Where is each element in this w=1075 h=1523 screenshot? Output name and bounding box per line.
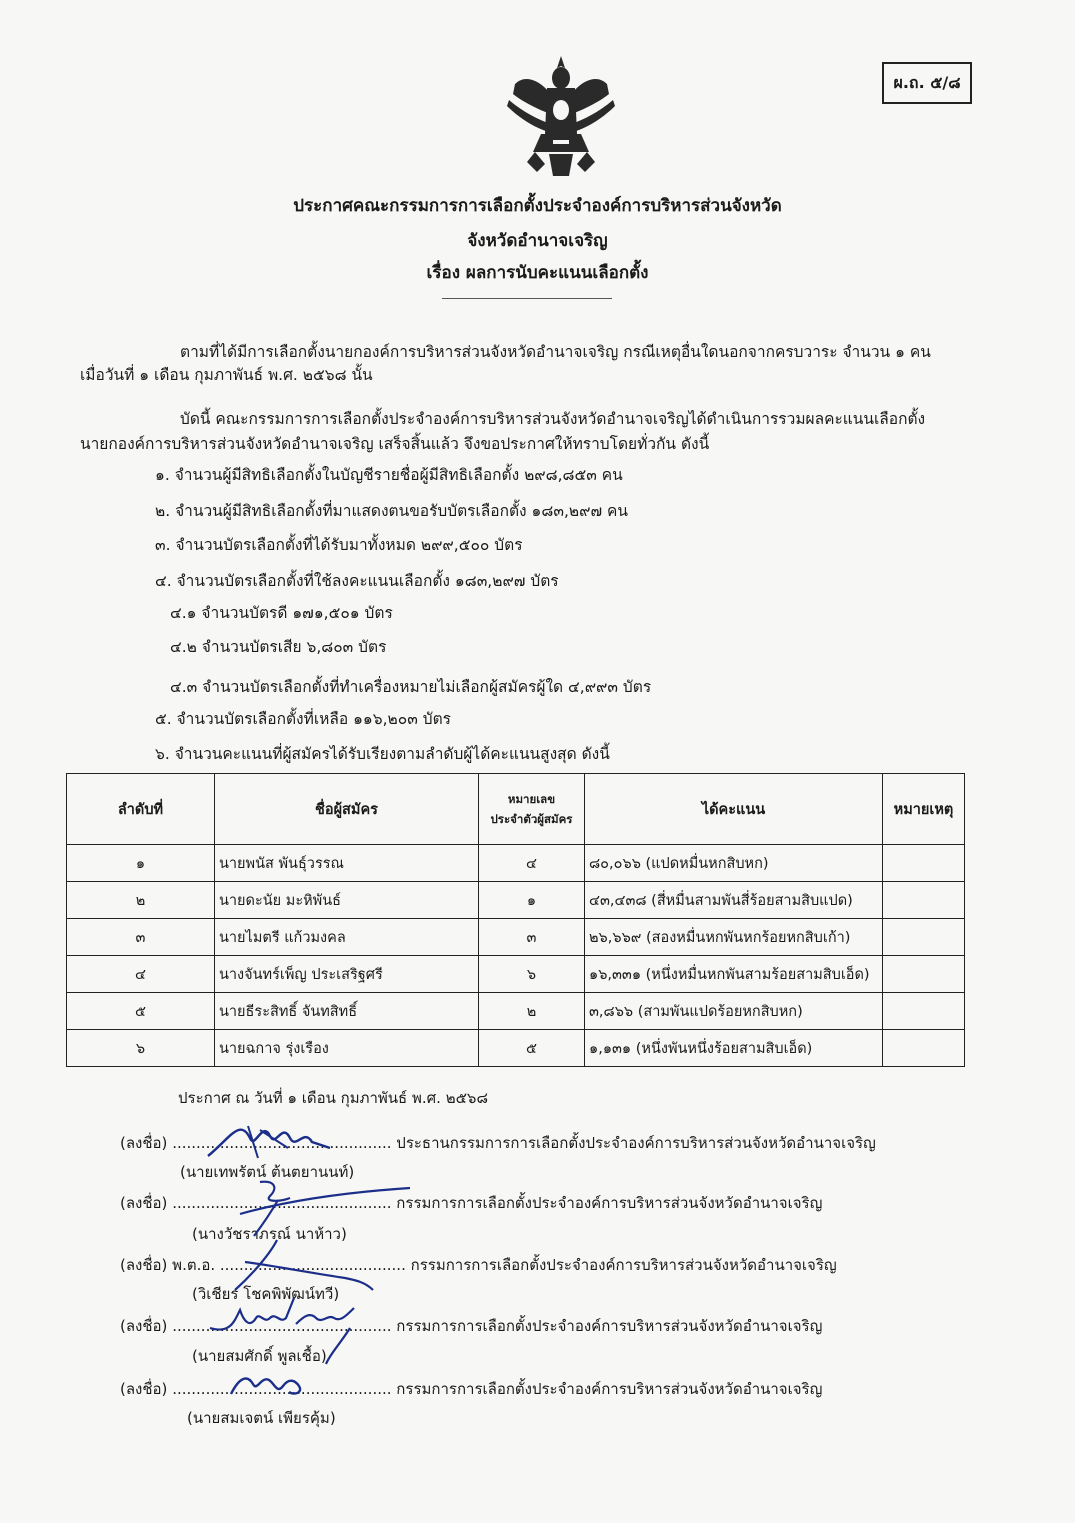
cell-number: ๔: [479, 845, 585, 882]
sign-role: กรรมการการเลือกตั้งประจำองค์การบริหารส่วนจังหวัดอำนาจเจริญ: [405, 1256, 837, 1274]
heading-subject: เรื่อง ผลการนับคะแนนเลือกตั้ง: [426, 263, 649, 283]
paragraph1-line1: ตามที่ได้มีการเลือกตั้งนายกองค์การบริหารส่วนจังหวัดอำนาจเจริญ กรณีเหตุอื่นใดนอกจากครบวาระ จำนวน ๑ คน: [180, 343, 931, 361]
cell-number: ๑: [479, 882, 585, 919]
cell-number: ๒: [479, 993, 585, 1030]
header-score: ได้คะแนน: [585, 774, 883, 845]
sign-role: ประธานกรรมการการเลือกตั้งประจำองค์การบริหารส่วนจังหวัดอำนาจเจริญ: [391, 1134, 876, 1152]
cell-note: [883, 919, 965, 956]
form-code-box: ผ.ถ. ๕/๘: [882, 62, 972, 104]
item-2: ๒. จำนวนผู้มีสิทธิเลือกตั้งที่มาแสดงตนขอรับบัตรเลือกตั้ง ๑๘๓,๒๙๗ คน: [155, 502, 628, 520]
header-number-line1: หมายเลข: [507, 792, 556, 806]
item-5: ๕. จำนวนบัตรเลือกตั้งที่เหลือ ๑๑๖,๒๐๓ บัตร: [155, 710, 451, 728]
cell-name: นายพนัส พันธุ์วรรณ: [215, 845, 479, 882]
heading-line2: จังหวัดอำนาจเจริญ: [467, 231, 608, 251]
item-4: ๔. จำนวนบัตรเลือกตั้งที่ใช้ลงคะแนนเลือกตั้ง ๑๘๓,๒๙๗ บัตร: [155, 572, 559, 590]
cell-number: ๕: [479, 1030, 585, 1067]
sign-role: กรรมการการเลือกตั้งประจำองค์การบริหารส่วนจังหวัดอำนาจเจริญ: [391, 1317, 823, 1335]
cell-note: [883, 993, 965, 1030]
sign-dots: ..............................................: [172, 1134, 392, 1152]
cell-score: ๓,๘๖๖ (สามพันแปดร้อยหกสิบหก): [585, 993, 883, 1030]
signature-2-icon: [220, 1170, 420, 1240]
header-number-line2: ประจำตัวผู้สมัคร: [490, 812, 573, 826]
cell-note: [883, 1030, 965, 1067]
signatory-4-name: (นายสมศักดิ์ พูลเชื้อ): [192, 1347, 327, 1365]
cell-name: นายธีระสิทธิ์ จันทสิทธิ์: [215, 993, 479, 1030]
garuda-emblem-icon: [505, 54, 617, 178]
cell-score: ๑,๑๓๑ (หนึ่งพันหนึ่งร้อยสามสิบเอ็ด): [585, 1030, 883, 1067]
paragraph2-line2: นายกองค์การบริหารส่วนจังหวัดอำนาจเจริญ เสร็จสิ้นแล้ว จึงขอประกาศให้ทราบโดยทั่วกัน ดังนี้: [80, 435, 710, 453]
signatory-1-name: (นายเทพรัตน์ ต้นตยานนท์): [180, 1163, 355, 1181]
cell-score: ๔๓,๔๓๘ (สี่หมื่นสามพันสี่ร้อยสามสิบแปด): [585, 882, 883, 919]
item-4-3: ๔.๓ จำนวนบัตรเลือกตั้งที่ทำเครื่องหมายไม่เลือกผู้สมัครผู้ใด ๔,๙๙๓ บัตร: [170, 678, 652, 696]
header-note: หมายเหตุ: [883, 774, 965, 845]
sign-prefix: (ลงชื่อ): [120, 1194, 173, 1212]
sign-prefix: (ลงชื่อ): [120, 1134, 173, 1152]
cell-number: ๖: [479, 956, 585, 993]
sign-role: กรรมการการเลือกตั้งประจำองค์การบริหารส่วนจังหวัดอำนาจเจริญ: [391, 1380, 823, 1398]
signature-5-icon: [225, 1364, 315, 1404]
table-row: [67, 882, 965, 919]
sign-prefix: (ลงชื่อ) พ.ต.อ.: [120, 1256, 220, 1274]
paragraph1-line2: เมื่อวันที่ ๑ เดือน กุมภาพันธ์ พ.ศ. ๒๕๖๘ นั้น: [80, 366, 373, 384]
table-row: [67, 845, 965, 882]
table-header-row: [67, 774, 965, 845]
cell-name: นายฉกาจ รุ่งเรือง: [215, 1030, 479, 1067]
cell-rank: ๑: [67, 845, 215, 882]
cell-note: [883, 845, 965, 882]
table-row: [67, 919, 965, 956]
sign-dots: .......................................: [219, 1256, 406, 1274]
item-3: ๓. จำนวนบัตรเลือกตั้งที่ได้รับมาทั้งหมด ๒๙๙,๕๐๐ บัตร: [155, 536, 523, 554]
sign-dots: ..............................................: [172, 1317, 392, 1335]
cell-rank: ๕: [67, 993, 215, 1030]
signatory-5-name: (นายสมเจตน์ เพียรคุ้ม): [187, 1409, 336, 1427]
signature-1-icon: [200, 1108, 340, 1168]
sign-role: กรรมการการเลือกตั้งประจำองค์การบริหารส่วนจังหวัดอำนาจเจริญ: [391, 1194, 823, 1212]
header-rank: ลำดับที่: [67, 774, 215, 845]
table-row: [67, 993, 965, 1030]
sign-prefix: (ลงชื่อ): [120, 1380, 173, 1398]
results-table: [66, 773, 965, 1067]
cell-name: นางจันทร์เพ็ญ ประเสริฐศรี: [215, 956, 479, 993]
cell-rank: ๔: [67, 956, 215, 993]
sign-prefix: (ลงชื่อ): [120, 1317, 173, 1335]
heading-line1: ประกาศคณะกรรมการการเลือกตั้งประจำองค์การบริหารส่วนจังหวัด: [293, 196, 782, 216]
cell-number: ๓: [479, 919, 585, 956]
cell-score: ๑๖,๓๓๑ (หนึ่งหมื่นหกพันสามร้อยสามสิบเอ็ด): [585, 956, 883, 993]
cell-rank: ๖: [67, 1030, 215, 1067]
signatory-3-name: (วิเชียร โชคพิพัฒน์ทวี): [192, 1285, 340, 1303]
cell-name: นายดะนัย มะหิพันธ์: [215, 882, 479, 919]
item-6: ๖. จำนวนคะแนนที่ผู้สมัครได้รับเรียงตามลำดับผู้ได้คะแนนสูงสุด ดังนี้: [155, 745, 610, 763]
signatory-2-name: (นางวัชราภรณ์ นาห้าว): [192, 1225, 347, 1243]
heading-divider: [442, 298, 612, 299]
cell-note: [883, 882, 965, 919]
cell-rank: ๒: [67, 882, 215, 919]
sign-dots: ..............................................: [172, 1194, 392, 1212]
header-candidate-number: [479, 774, 585, 845]
cell-name: นายไมตรี แก้วมงคล: [215, 919, 479, 956]
cell-score: ๒๖,๖๖๙ (สองหมื่นหกพันหกร้อยหกสิบเก้า): [585, 919, 883, 956]
announce-date: ประกาศ ณ วันที่ ๑ เดือน กุมภาพันธ์ พ.ศ. ๒๕๖๘: [178, 1089, 489, 1107]
cell-rank: ๓: [67, 919, 215, 956]
header-candidate-name: ชื่อผู้สมัคร: [215, 774, 479, 845]
item-1: ๑. จำนวนผู้มีสิทธิเลือกตั้งในบัญชีรายชื่อผู้มีสิทธิเลือกตั้ง ๒๙๘,๘๕๓ คน: [155, 466, 623, 484]
signature-4-icon: [200, 1288, 380, 1368]
item-4-2: ๔.๒ จำนวนบัตรเสีย ๖,๘๐๓ บัตร: [170, 638, 387, 656]
cell-note: [883, 956, 965, 993]
paragraph2-line1: บัดนี้ คณะกรรมการการเลือกตั้งประจำองค์การบริหารส่วนจังหวัดอำนาจเจริญได้ดำเนินการรวมผลคะแนนเลือกตั้ง: [180, 410, 926, 428]
table-row: [67, 1030, 965, 1067]
table-row: [67, 956, 965, 993]
cell-score: ๘๐,๐๖๖ (แปดหมื่นหกสิบหก): [585, 845, 883, 882]
item-4-1: ๔.๑ จำนวนบัตรดี ๑๗๑,๕๐๑ บัตร: [170, 604, 393, 622]
sign-dots: ..............................................: [172, 1380, 392, 1398]
